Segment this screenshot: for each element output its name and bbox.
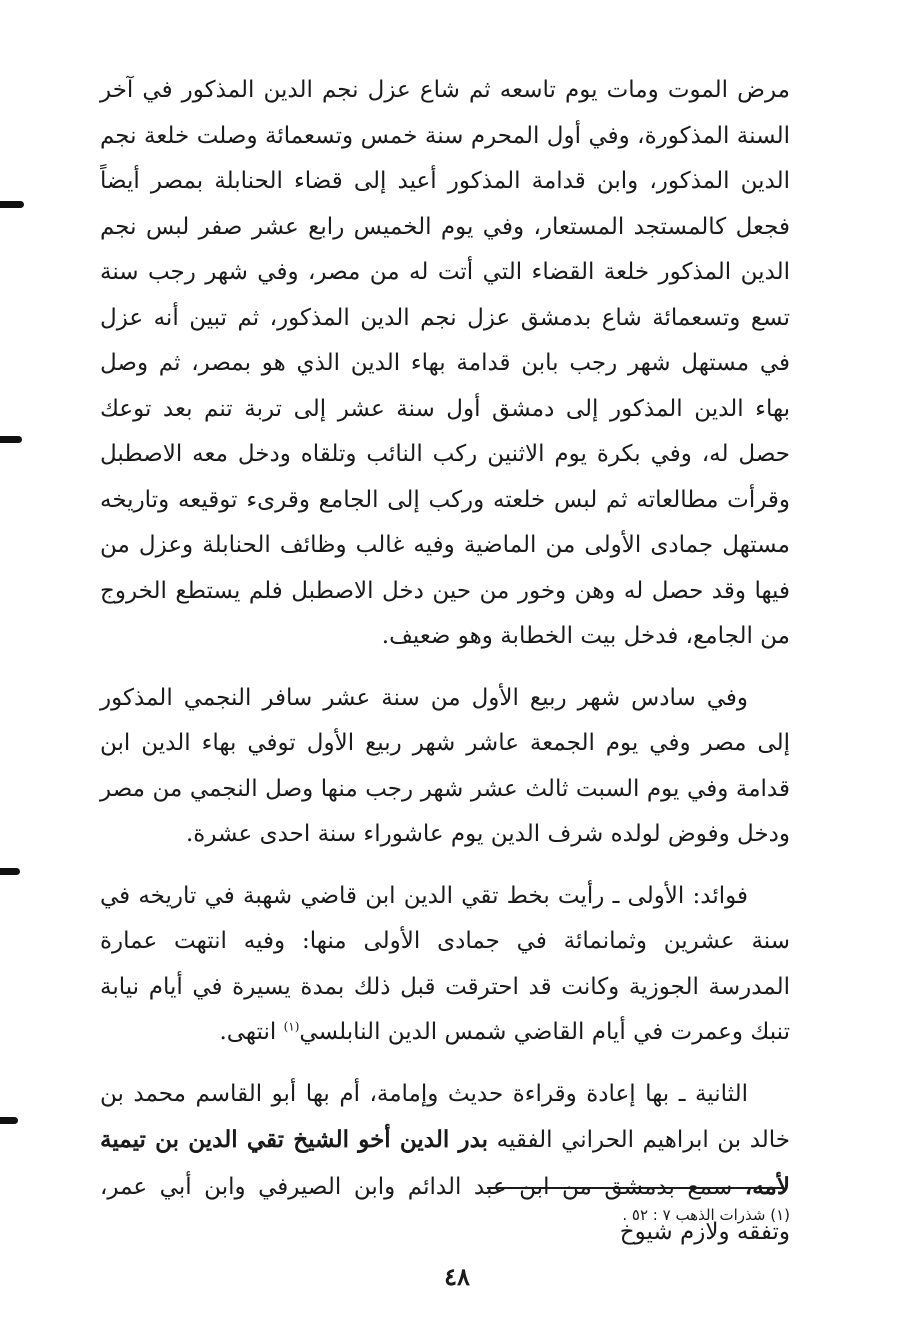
paragraph-4-bold: بدر الدين أخو الشيخ تقي الدين بن تيمية لأمه، xyxy=(100,1126,790,1200)
paragraph-3-tail: انتهى. xyxy=(219,1019,284,1045)
scan-edge-mark xyxy=(0,1117,18,1124)
main-text xyxy=(100,68,790,1272)
paragraph-3-text: فوائد: الأولى ـ رأيت بخط تقي الدين ابن قاضي شهبة في تاريخه في سنة عشرين وثمانمائة في جمادى الأولى منها: وفيه انتهت عمارة المدرسة الجوزية وكانت قد احترقت قبل ذلك بمدة يسيرة في أيام نيابة تنبك وعمرت في أيام القاضي شمس الدين النابلسي xyxy=(100,882,790,1045)
paragraph-4 xyxy=(100,1072,790,1256)
paragraph-2: وفي سادس شهر ربيع الأول من سنة عشر سافر النجمي المذكور إلى مصر وفي يوم الجمعة عاشر شهر ربيع الأول توفي بهاء الدين ابن قدامة وفي يوم السبت ثالث عشر شهر رجب منها وصل النجمي من مصر ودخل وفوض لولده شرف الدين يوم عاشوراء سنة احدى عشرة. xyxy=(100,684,790,847)
paragraph-4-start: الثانية ـ بها إعادة وقراءة حديث وإمامة، أم بها أبو القاسم محمد بن خالد بن ابراهيم الحراني الفقيه xyxy=(100,1080,790,1153)
page-number: ٤٨ xyxy=(444,1262,470,1291)
scan-edge-mark xyxy=(0,436,22,443)
paragraph-4-end: سمع بدمشق من ابن عبد الدائم وابن الصيرفي وابن أبي عمر، وتفقه ولازم شيوخ xyxy=(100,1173,790,1245)
footnote-separator xyxy=(487,1187,784,1189)
paragraph-3 xyxy=(100,874,790,1056)
footnote: (١) شذرات الذهب ٧ : ٥٢ . xyxy=(622,1206,790,1224)
scan-edge-mark xyxy=(0,201,24,208)
scan-edge-mark xyxy=(0,868,20,875)
paragraph-1: مرض الموت ومات يوم تاسعه ثم شاع عزل نجم الدين المذكور في آخر السنة المذكورة، وفي أول المحرم سنة خمس وتسعمائة وصلت خلعة نجم الدين المذكور، وابن قدامة المذكور أعيد إلى قضاء الحنابلة بمصر أيضاً فجعل كالمستجد المستعار، وفي يوم الخميس رابع عشر صفر لبس نجم الدين المذكور خلعة القضاء التي أتت له من مصر، وفي شهر رجب سنة تسع وتسعمائة شاع بدمشق عزل نجم الدين المذكور، ثم تبين أنه عزل في مستهل شهر رجب بابن قدامة بهاء الدين الذي هو بمصر، ثم وصل بهاء الدين المذكور إلى دمشق أول سنة عشر إلى تربة تنم بعد توعك حصل له، وفي بكرة يوم الاثنين ركب النائب وتلقاه ودخل معه الاصطبل وقرأت مطالعاته ثم لبس خلعته وركب إلى الجامع وقرىء توقيعه وتاريخه مستهل جمادى الأولى من الماضية وفيه غالب وظائف الحنابلة وعزل من فيها وقد حصل له وهن وخور من حين دخل الاصطبل فلم يستطع الخروج من الجامع، فدخل بيت الخطابة وهو ضعيف. xyxy=(100,77,790,649)
footnote-reference[interactable]: (١) xyxy=(283,1019,300,1034)
